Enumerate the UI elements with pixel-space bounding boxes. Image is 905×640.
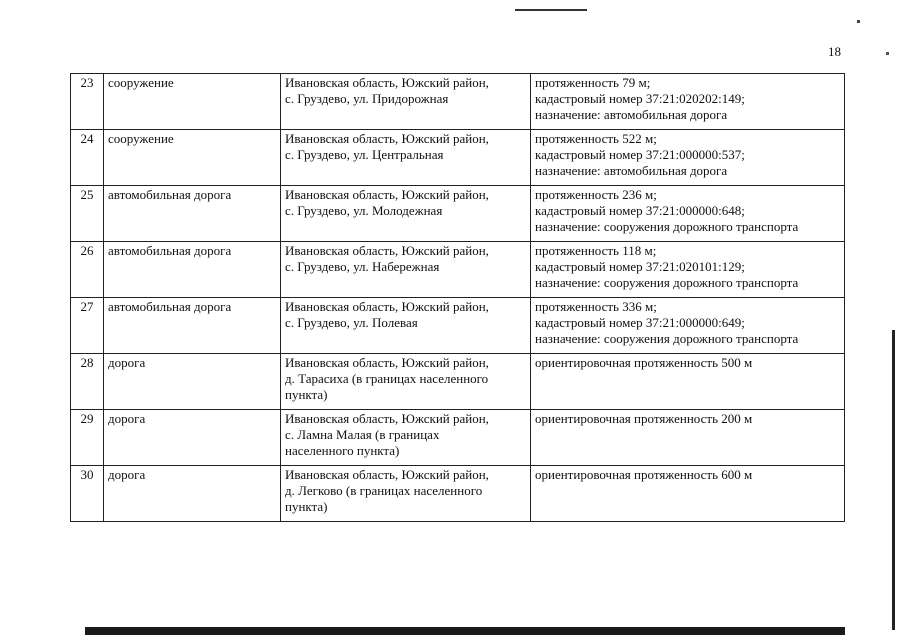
object-description: ориентировочная протяженность 500 м <box>531 354 845 410</box>
object-address: Ивановская область, Южский район, с. Груздево, ул. Центральная <box>281 130 531 186</box>
object-description: протяженность 236 м; кадастровый номер 37:21:000000:648; назначение: сооружения дорожного транспорта <box>531 186 845 242</box>
scan-edge-bottom <box>85 627 845 635</box>
table-row <box>71 242 845 298</box>
table-row <box>71 74 845 130</box>
object-address: Ивановская область, Южский район, д. Тарасиха (в границах населенного пункта) <box>281 354 531 410</box>
object-type: автомобильная дорога <box>104 298 281 354</box>
table-row <box>71 186 845 242</box>
row-number: 29 <box>71 410 104 466</box>
object-address: Ивановская область, Южский район, с. Груздево, ул. Набережная <box>281 242 531 298</box>
object-address: Ивановская область, Южский район, с. Груздево, ул. Полевая <box>281 298 531 354</box>
scan-speck <box>886 52 889 55</box>
object-description: ориентировочная протяженность 600 м <box>531 466 845 522</box>
object-type: сооружение <box>104 74 281 130</box>
object-address: Ивановская область, Южский район, с. Ламна Малая (в границах населенного пункта) <box>281 410 531 466</box>
row-number: 24 <box>71 130 104 186</box>
table-row <box>71 466 845 522</box>
object-type: дорога <box>104 410 281 466</box>
page-number: 18 <box>828 44 841 59</box>
row-number: 23 <box>71 74 104 130</box>
scan-edge-right <box>892 330 895 630</box>
object-description: протяженность 336 м; кадастровый номер 37:21:000000:649; назначение: сооружения дорожного транспорта <box>531 298 845 354</box>
row-number: 27 <box>71 298 104 354</box>
row-number: 25 <box>71 186 104 242</box>
object-address: Ивановская область, Южский район, с. Груздево, ул. Молодежная <box>281 186 531 242</box>
object-type: автомобильная дорога <box>104 186 281 242</box>
row-number: 26 <box>71 242 104 298</box>
object-description: ориентировочная протяженность 200 м <box>531 410 845 466</box>
table-row <box>71 410 845 466</box>
object-type: дорога <box>104 354 281 410</box>
table-row <box>71 130 845 186</box>
scan-speck <box>857 20 860 23</box>
object-type: дорога <box>104 466 281 522</box>
object-type: автомобильная дорога <box>104 242 281 298</box>
object-description: протяженность 118 м; кадастровый номер 37:21:020101:129; назначение: сооружения дорожного транспорта <box>531 242 845 298</box>
property-table <box>70 73 845 522</box>
object-type: сооружение <box>104 130 281 186</box>
table-row <box>71 354 845 410</box>
row-number: 28 <box>71 354 104 410</box>
row-number: 30 <box>71 466 104 522</box>
object-address: Ивановская область, Южский район, д. Легково (в границах населенного пункта) <box>281 466 531 522</box>
object-description: протяженность 522 м; кадастровый номер 37:21:000000:537; назначение: автомобильная дорога <box>531 130 845 186</box>
object-address: Ивановская область, Южский район, с. Груздево, ул. Придорожная <box>281 74 531 130</box>
object-description: протяженность 79 м; кадастровый номер 37:21:020202:149; назначение: автомобильная дорога <box>531 74 845 130</box>
scan-artifact-line <box>515 9 587 11</box>
table-row <box>71 298 845 354</box>
